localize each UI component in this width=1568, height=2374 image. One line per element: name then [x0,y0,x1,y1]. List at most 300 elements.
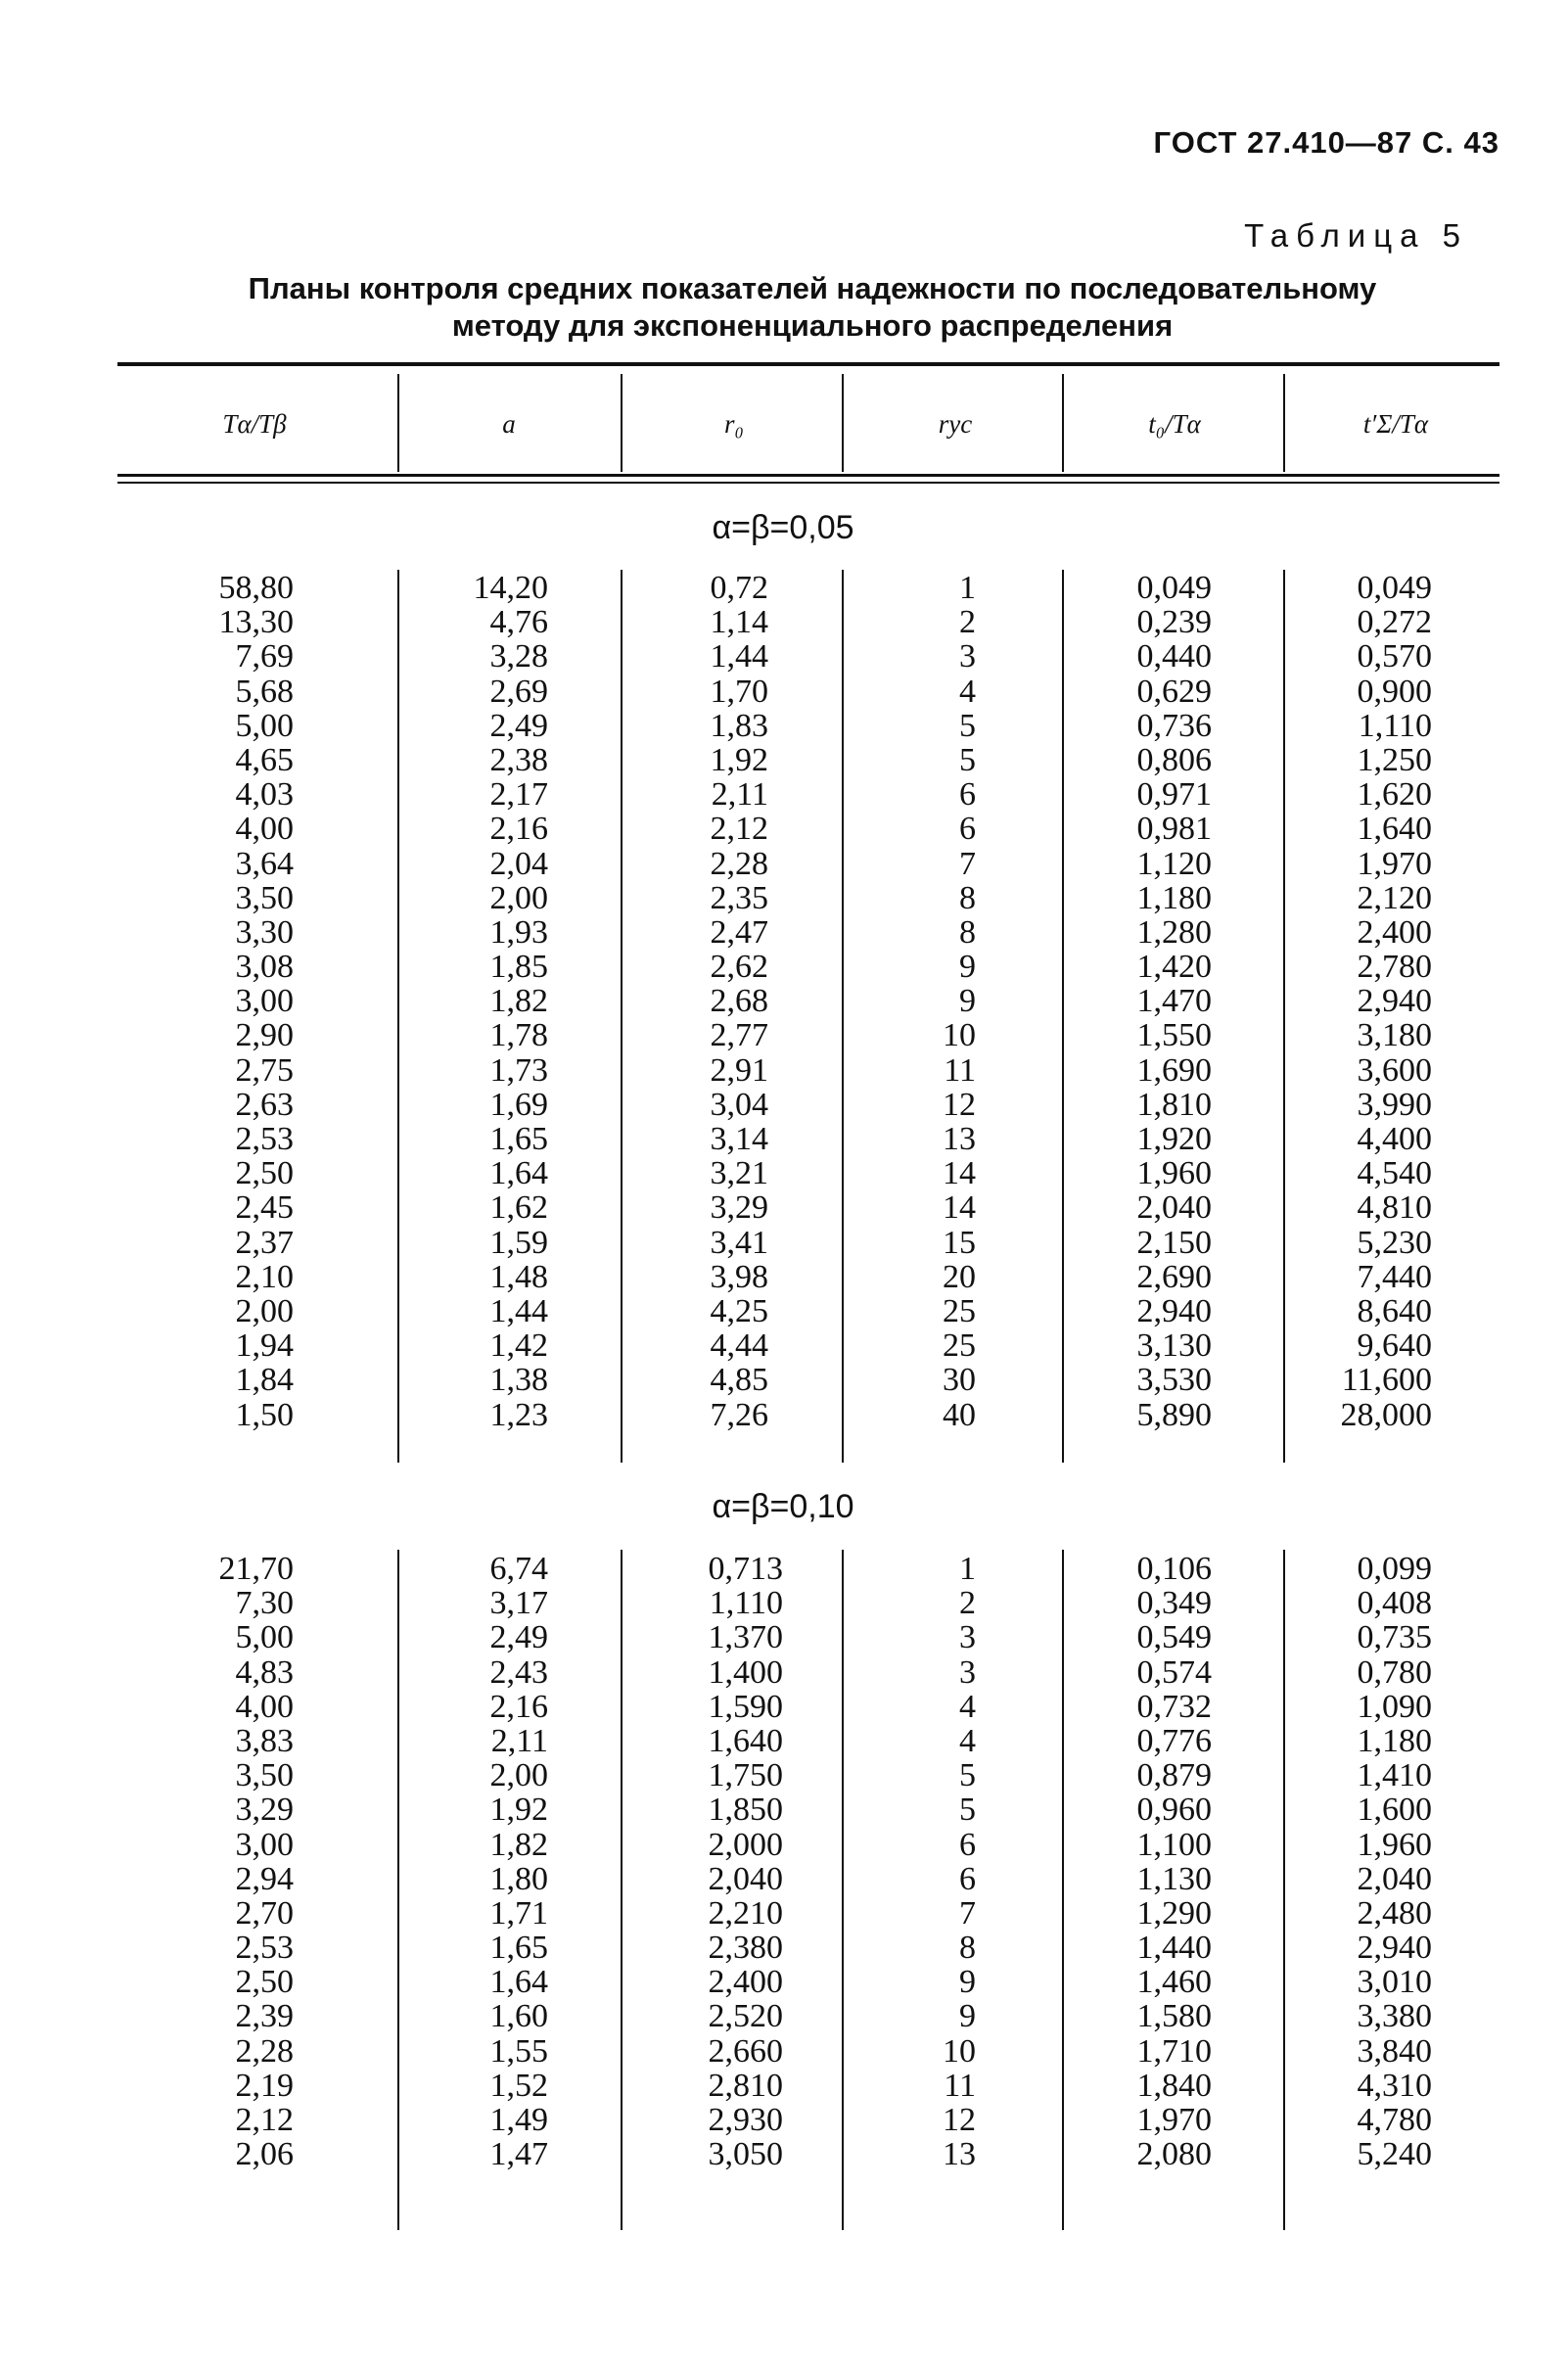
table-cell: 14,20 [473,570,548,606]
table-cell: 0,629 [1136,673,1212,710]
table-cell: 3,50 [235,1757,294,1794]
section-2-separator [621,1550,623,2230]
table-cell: 2,49 [489,1619,548,1656]
header-separator [842,374,844,472]
table-cell: 2,90 [235,1017,294,1054]
table-cell: 3,28 [489,638,548,675]
table-cell: 4,03 [235,776,294,814]
table-cell: 2,810 [708,2067,783,2104]
table-cell: 1,47 [489,2136,548,2173]
table-cell: 2,660 [708,2032,783,2070]
table-cell: 9,640 [1357,1327,1432,1365]
table-cell: 1,460 [1136,1964,1212,2001]
table-cell: 3,50 [235,879,294,916]
table-cell: 2,150 [1136,1224,1212,1261]
table-cell: 6 [959,1826,976,1863]
table-cell: 0,732 [1136,1688,1212,1725]
table-cell: 8 [959,879,976,916]
table-cell: 2,43 [489,1653,548,1691]
table-cell: 2 [959,604,976,641]
s1-col-r0 [666,571,768,1432]
table-cell: 5,890 [1136,1396,1212,1433]
section-1-separator [1062,570,1064,1463]
table-cell: 2,06 [235,2136,294,2173]
table-cell: 2,040 [708,1860,783,1897]
table-cell: 2,00 [489,879,548,916]
table-cell: 1,810 [1136,1086,1212,1123]
section-1-separator [1283,570,1285,1463]
header-separator [1062,374,1064,472]
table-cell: 2,12 [235,2102,294,2138]
table-cell: 2 [959,1585,976,1622]
table-cell: 12 [943,1086,976,1123]
table-cell: 6 [959,811,976,848]
table-cell: 0,981 [1136,811,1212,848]
table-cell: 1,750 [708,1757,783,1794]
table-cell: 1,69 [489,1086,548,1123]
table-cell: 3,21 [710,1155,768,1192]
table-cell: 2,91 [710,1051,768,1089]
table-cell: 1,44 [710,638,768,675]
table-cell: 3,08 [235,949,294,986]
table-cell: 2,00 [489,1757,548,1794]
header-separator [621,374,623,472]
table-cell: 1,110 [1358,707,1432,744]
table-cell: 11 [944,2067,976,2104]
table-cell: 2,69 [489,673,548,710]
table-cell: 1,550 [1136,1017,1212,1054]
table-cell: 3,600 [1357,1051,1432,1089]
table-cell: 0,72 [710,570,768,606]
table-cell: 2,50 [235,1964,294,2001]
table-cell: 2,11 [711,776,768,814]
table-cell: 4,00 [235,811,294,848]
table-cell: 1,82 [489,983,548,1020]
table-cell: 2,19 [235,2067,294,2104]
table-cell: 5,00 [235,1619,294,1656]
table-cell: 11 [944,1051,976,1089]
col-header-r0: r₀ [724,409,744,439]
table-cell: 1,64 [489,1964,548,2001]
table-cell: 1,49 [489,2102,548,2138]
table-cell: 11,600 [1341,1362,1432,1399]
table-cell: 1,44 [489,1292,548,1329]
table-cell: 0,574 [1136,1653,1212,1691]
table-cell: 7,440 [1357,1258,1432,1295]
table-cell: 4,44 [710,1327,768,1365]
table-cell: 1,71 [489,1894,548,1932]
table-cell: 3 [959,1619,976,1656]
table-cell: 20 [943,1258,976,1295]
table-cell: 0,239 [1136,604,1212,641]
table-cell: 1,23 [489,1396,548,1433]
table-cell: 2,77 [710,1017,768,1054]
table-cell: 2,12 [710,811,768,848]
table-cell: 1,62 [489,1189,548,1227]
table-cell: 1,80 [489,1860,548,1897]
table-cell: 1,83 [710,707,768,744]
table-cell: 9 [959,1964,976,2001]
section-2-separator [397,1550,399,2230]
table-cell: 2,520 [708,1998,783,2035]
table-cell: 0,971 [1136,776,1212,814]
table-cell: 1,82 [489,1826,548,1863]
table-cell: 15 [943,1224,976,1261]
table-cell: 1,420 [1136,949,1212,986]
table-cell: 6 [959,1860,976,1897]
table-cell: 1,580 [1136,1998,1212,2035]
table-cell: 4 [959,1722,976,1759]
table-cell: 2,62 [710,949,768,986]
table-cell: 0,776 [1136,1722,1212,1759]
table-cell: 5,240 [1357,2136,1432,2173]
table-cell: 0,735 [1357,1619,1432,1656]
table-cell: 1,920 [1136,1121,1212,1157]
table-cell: 1,110 [709,1585,783,1622]
table-cell: 0,570 [1357,638,1432,675]
table-cell: 1,38 [489,1362,548,1399]
table-cell: 14 [943,1155,976,1192]
table-cell: 5 [959,707,976,744]
section-1-separator [842,570,844,1463]
table-cell: 1,370 [708,1619,783,1656]
table-cell: 7,69 [235,638,294,675]
table-cell: 2,940 [1136,1292,1212,1329]
table-cell: 0,440 [1136,638,1212,675]
col-header-a: a [502,409,516,439]
table-cell: 2,400 [1357,913,1432,951]
table-cell: 5 [959,1757,976,1794]
section-2-separator [1283,1550,1285,2230]
table-cell: 8 [959,1930,976,1967]
table-cell: 6 [959,776,976,814]
table-title-line-1: Планы контроля средних показателей надежности по последовательному [248,271,1377,305]
table-cell: 3,30 [235,913,294,951]
table-cell: 2,39 [235,1998,294,2035]
table-cell: 2,17 [489,776,548,814]
table-cell: 1,65 [489,1121,548,1157]
table-cell: 5,230 [1357,1224,1432,1261]
table-cell: 58,80 [218,570,294,606]
table-cell: 1,42 [489,1327,548,1365]
table-cell: 3,98 [710,1258,768,1295]
table-cell: 1,70 [710,673,768,710]
table-cell: 7,26 [710,1396,768,1433]
table-cell: 2,040 [1357,1860,1432,1897]
table-cell: 4,00 [235,1688,294,1725]
table-cell: 0,049 [1136,570,1212,606]
table-cell: 5,00 [235,707,294,744]
table-cell: 7 [959,1894,976,1932]
page-header: ГОСТ 27.410—87 С. 43 [1153,125,1499,160]
section-1-separator [397,570,399,1463]
table-cell: 2,00 [235,1292,294,1329]
table-cell: 2,16 [489,811,548,848]
table-cell: 1,92 [489,1792,548,1829]
table-cell: 3,380 [1357,1998,1432,2035]
table-cell: 3,990 [1357,1086,1432,1123]
table-cell: 40 [943,1396,976,1433]
table-cell: 4 [959,673,976,710]
table-cell: 2,10 [235,1258,294,1295]
table-cell: 3,14 [710,1121,768,1157]
table-cell: 4,310 [1357,2067,1432,2104]
header-rule-upper [117,474,1499,477]
table-cell: 1,970 [1136,2102,1212,2138]
table-cell: 2,53 [235,1930,294,1967]
table-cell: 28,000 [1340,1396,1432,1433]
s2-col-rus [900,1552,976,2171]
table-cell: 1,840 [1136,2067,1212,2104]
table-cell: 0,408 [1357,1585,1432,1622]
table-cell: 1,14 [710,604,768,641]
table-cell: 0,713 [708,1551,783,1587]
table-cell: 13,30 [218,604,294,641]
s1-col-t0-ta [1096,571,1212,1432]
table-cell: 1 [959,1551,976,1587]
table-cell: 3 [959,1653,976,1691]
table-cell: 3,00 [235,1826,294,1863]
section-1-separator [621,570,623,1463]
table-cell: 1,410 [1357,1757,1432,1794]
table-cell: 3,00 [235,983,294,1020]
col-header-tsum-ta: t′Σ/Tα [1362,409,1429,439]
top-rule [117,362,1499,366]
table-cell: 2,690 [1136,1258,1212,1295]
table-cell: 30 [943,1362,976,1399]
table-cell: 1,93 [489,913,548,951]
table-cell: 0,099 [1357,1551,1432,1587]
table-cell: 1,640 [708,1722,783,1759]
table-cell: 1,64 [489,1155,548,1192]
table-cell: 1,85 [489,949,548,986]
table-cell: 1,180 [1136,879,1212,916]
col-header-ta-tb: Tα/Tβ [222,409,287,439]
table-cell: 3 [959,638,976,675]
table-cell: 1,850 [708,1792,783,1829]
table-cell: 3,64 [235,845,294,882]
table-cell: 2,70 [235,1894,294,1932]
table-cell: 6,74 [489,1551,548,1587]
table-cell: 0,349 [1136,1585,1212,1622]
table-cell: 0,049 [1357,570,1432,606]
table-title [137,270,1488,345]
table-cell: 2,53 [235,1121,294,1157]
table-cell: 2,080 [1136,2136,1212,2173]
table-cell: 2,68 [710,983,768,1020]
s1-col-ta-tb [137,571,294,1432]
s1-col-rus [900,571,976,1432]
header-separator [397,374,399,472]
table-cell: 1,73 [489,1051,548,1089]
table-cell: 2,50 [235,1155,294,1192]
table-cell: 2,63 [235,1086,294,1123]
table-cell: 2,16 [489,1688,548,1725]
table-cell: 4,810 [1357,1189,1432,1227]
table-cell: 3,83 [235,1722,294,1759]
table-cell: 1,84 [235,1362,294,1399]
table-cell: 4,85 [710,1362,768,1399]
table-cell: 5 [959,741,976,778]
table-cell: 1,120 [1136,845,1212,882]
table-cell: 1,640 [1357,811,1432,848]
table-cell: 2,380 [708,1930,783,1967]
table-cell: 13 [943,1121,976,1157]
table-cell: 1,960 [1136,1155,1212,1192]
table-cell: 1,94 [235,1327,294,1365]
table-cell: 7 [959,845,976,882]
col-header-rus: rус [938,409,973,439]
table-cell: 0,272 [1357,604,1432,641]
s2-col-a [411,1552,548,2171]
table-cell: 9 [959,1998,976,2035]
table-cell: 4,780 [1357,2102,1432,2138]
table-cell: 3,130 [1136,1327,1212,1365]
table-cell: 0,900 [1357,673,1432,710]
table-cell: 12 [943,2102,976,2138]
table-cell: 3,29 [235,1792,294,1829]
table-cell: 2,49 [489,707,548,744]
s2-col-r0 [666,1552,783,2171]
table-cell: 4,83 [235,1653,294,1691]
table-cell: 1,690 [1136,1051,1212,1089]
table-cell: 3,840 [1357,2032,1432,2070]
table-cell: 2,38 [489,741,548,778]
table-cell: 2,37 [235,1224,294,1261]
table-cell: 3,41 [710,1224,768,1261]
table-cell: 25 [943,1327,976,1365]
table-cell: 4,400 [1357,1121,1432,1157]
table-cell: 1,92 [710,741,768,778]
s1-col-tsum-ta [1312,571,1432,1432]
table-cell: 2,94 [235,1860,294,1897]
s2-col-ta-tb [137,1552,294,2171]
table-cell: 4,65 [235,741,294,778]
table-cell: 2,11 [490,1722,548,1759]
table-cell: 1,970 [1357,845,1432,882]
table-cell: 2,000 [708,1826,783,1863]
table-cell: 1,59 [489,1224,548,1261]
table-cell: 9 [959,949,976,986]
table-cell: 2,75 [235,1051,294,1089]
table-cell: 4 [959,1688,976,1725]
table-cell: 1,710 [1136,2032,1212,2070]
table-cell: 3,530 [1136,1362,1212,1399]
table-cell: 1,50 [235,1396,294,1433]
table-cell: 5 [959,1792,976,1829]
s2-col-tsum-ta [1312,1552,1432,2171]
table-cell: 1,100 [1136,1826,1212,1863]
table-cell: 2,45 [235,1189,294,1227]
table-cell: 2,35 [710,879,768,916]
table-cell: 13 [943,2136,976,2173]
section-2-separator [842,1550,844,2230]
table-cell: 1,55 [489,2032,548,2070]
table-cell: 4,76 [489,604,548,641]
table-cell: 3,04 [710,1086,768,1123]
table-cell: 3,010 [1357,1964,1432,2001]
table-cell: 5,68 [235,673,294,710]
section-heading-010: α=β=0,10 [712,1488,854,1525]
table-cell: 2,400 [708,1964,783,2001]
table-cell: 2,04 [489,845,548,882]
table-cell: 3,17 [489,1585,548,1622]
table-cell: 2,28 [235,2032,294,2070]
table-cell: 25 [943,1292,976,1329]
table-label: Таблица 5 [1244,217,1468,254]
table-cell: 1,290 [1136,1894,1212,1932]
table-cell: 1,78 [489,1017,548,1054]
table-cell: 2,210 [708,1894,783,1932]
table-cell: 1,60 [489,1998,548,2035]
table-cell: 0,960 [1136,1792,1212,1829]
table-cell: 4,540 [1357,1155,1432,1192]
table-cell: 3,180 [1357,1017,1432,1054]
table-cell: 2,120 [1357,879,1432,916]
table-cell: 8,640 [1357,1292,1432,1329]
table-cell: 1,48 [489,1258,548,1295]
table-cell: 1,440 [1136,1930,1212,1967]
table-cell: 0,879 [1136,1757,1212,1794]
table-cell: 2,940 [1357,1930,1432,1967]
table-cell: 21,70 [218,1551,294,1587]
table-cell: 7,30 [235,1585,294,1622]
table-cell: 3,29 [710,1189,768,1227]
table-cell: 9 [959,983,976,1020]
table-cell: 2,480 [1357,1894,1432,1932]
table-cell: 0,780 [1357,1653,1432,1691]
table-cell: 2,28 [710,845,768,882]
table-cell: 1,280 [1136,913,1212,951]
table-cell: 2,040 [1136,1189,1212,1227]
table-cell: 0,736 [1136,707,1212,744]
col-header-t0-ta: t₀/Tα [1148,409,1201,439]
s1-col-a [411,571,548,1432]
table-cell: 1,52 [489,2067,548,2104]
table-cell: 1,400 [708,1653,783,1691]
table-cell: 1,470 [1136,983,1212,1020]
table-cell: 1 [959,570,976,606]
table-cell: 1,960 [1357,1826,1432,1863]
table-cell: 0,106 [1136,1551,1212,1587]
table-cell: 1,180 [1357,1722,1432,1759]
header-rule-lower [117,482,1499,484]
table-cell: 2,930 [708,2102,783,2138]
table-cell: 10 [943,2032,976,2070]
table-cell: 1,090 [1357,1688,1432,1725]
table-cell: 1,600 [1357,1792,1432,1829]
table-cell: 2,940 [1357,983,1432,1020]
table-cell: 1,130 [1136,1860,1212,1897]
table-cell: 2,47 [710,913,768,951]
s2-col-t0-ta [1096,1552,1212,2171]
table-title-line-2: методу для экспоненциального распределения [451,308,1174,343]
table-cell: 0,806 [1136,741,1212,778]
table-cell: 14 [943,1189,976,1227]
table-cell: 1,590 [708,1688,783,1725]
table-cell: 1,250 [1357,741,1432,778]
table-cell: 3,050 [708,2136,783,2173]
table-cell: 0,549 [1136,1619,1212,1656]
table-cell: 2,780 [1357,949,1432,986]
table-cell: 1,65 [489,1930,548,1967]
section-heading-005: α=β=0,05 [712,509,854,546]
table-cell: 10 [943,1017,976,1054]
table-cell: 1,620 [1357,776,1432,814]
table-cell: 4,25 [710,1292,768,1329]
table-cell: 8 [959,913,976,951]
section-2-separator [1062,1550,1064,2230]
